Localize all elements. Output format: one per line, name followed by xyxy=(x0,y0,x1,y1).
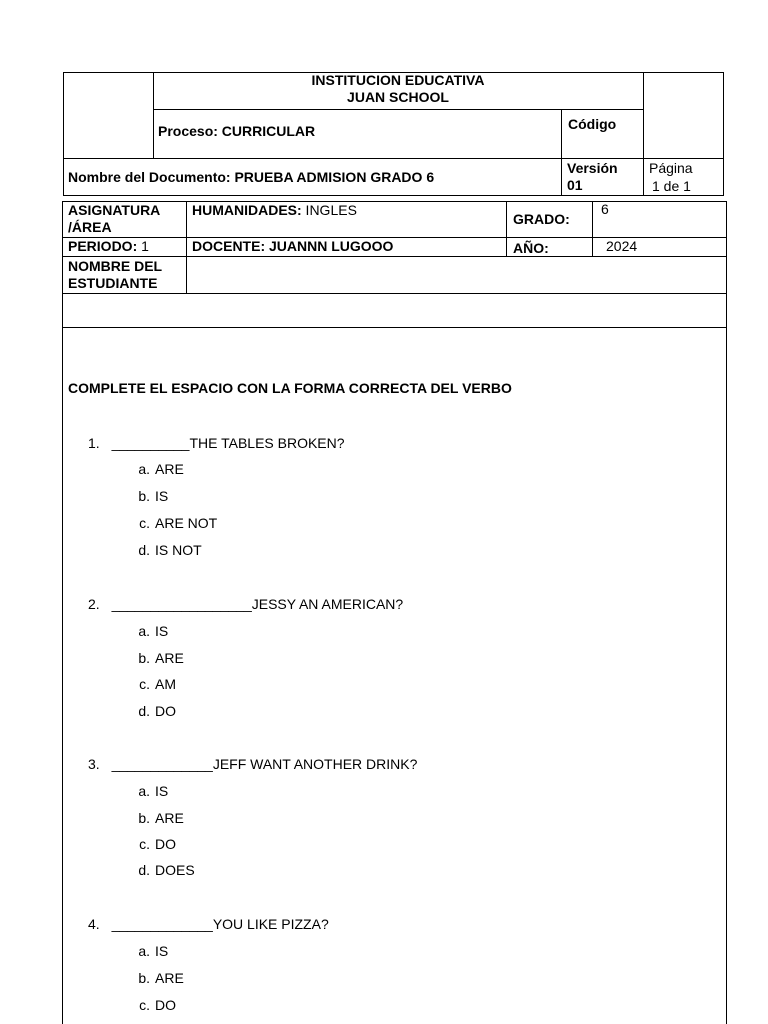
option-letter: c. xyxy=(139,676,150,692)
humanidades-value: INGLES xyxy=(301,202,357,218)
option-letter: a. xyxy=(138,623,150,639)
periodo-cell xyxy=(68,238,149,254)
option-text: IS xyxy=(155,623,169,639)
estudiante-name-field[interactable] xyxy=(192,262,722,286)
option-letter: c. xyxy=(139,515,150,531)
question-number: 3. xyxy=(88,756,100,772)
documento-label: Nombre del Documento: PRUEBA ADMISION GRADO 6 xyxy=(68,169,435,185)
answer-blank[interactable]: __________________ xyxy=(111,596,252,612)
codigo-label: Código xyxy=(568,116,617,132)
option-letter: b. xyxy=(138,810,150,826)
option-letter: c. xyxy=(139,836,150,852)
estudiante-label: NOMBRE DEL xyxy=(68,258,163,274)
version-value: 01 xyxy=(567,177,583,193)
option-letter: a. xyxy=(138,943,150,959)
periodo-value: 1 xyxy=(137,238,149,254)
version-label: Versión xyxy=(567,160,618,176)
grado-value: 6 xyxy=(601,201,609,217)
option-text: IS xyxy=(155,943,169,959)
question-number: 2. xyxy=(88,596,100,612)
option-text: DO xyxy=(155,997,176,1013)
question-text: THE TABLES BROKEN? xyxy=(189,435,345,451)
option-letter: a. xyxy=(138,461,150,477)
question-text: YOU LIKE PIZZA? xyxy=(212,916,329,932)
option-text: IS xyxy=(155,488,169,504)
option-letter: d. xyxy=(138,542,150,558)
option-letter: b. xyxy=(138,970,150,986)
humanidades-cell xyxy=(192,202,357,218)
option-text: AM xyxy=(155,676,176,692)
answer-blank[interactable]: _____________ xyxy=(111,916,213,932)
grado-label: GRADO: xyxy=(513,211,570,227)
institution-name-line1: INSTITUCION EDUCATIVA xyxy=(311,72,485,88)
option-text: ARE NOT xyxy=(155,515,218,531)
option-letter: c. xyxy=(139,997,150,1013)
option-letter: a. xyxy=(138,783,150,799)
humanidades-label: HUMANIDADES: xyxy=(192,202,302,218)
option-text: IS xyxy=(155,783,169,799)
ano-label: AÑO: xyxy=(513,240,549,256)
option-text: ARE xyxy=(155,650,184,666)
ano-value: 2024 xyxy=(606,238,638,254)
option-letter: d. xyxy=(138,703,150,719)
option-text: DO xyxy=(155,703,176,719)
option-letter: b. xyxy=(138,650,150,666)
option-text: ARE xyxy=(155,810,184,826)
institution-name-line2: JUAN SCHOOL xyxy=(347,89,449,105)
question-number: 1. xyxy=(88,435,100,451)
pagina-value: 1 de 1 xyxy=(652,178,691,194)
option-letter: b. xyxy=(138,488,150,504)
option-text: ARE xyxy=(155,461,184,477)
instructions-heading: COMPLETE EL ESPACIO CON LA FORMA CORRECTA DEL VERBO xyxy=(68,380,512,396)
option-letter: d. xyxy=(138,862,150,878)
periodo-label: PERIODO: xyxy=(68,238,138,254)
question-number: 4. xyxy=(88,916,100,932)
option-text: DO xyxy=(155,836,176,852)
answer-blank[interactable]: __________ xyxy=(111,435,190,451)
pagina-label: Página xyxy=(649,160,693,176)
estudiante-label-line2: ESTUDIANTE xyxy=(68,275,158,291)
question-text: JESSY AN AMERICAN? xyxy=(251,596,404,612)
area-label: /ÁREA xyxy=(68,219,112,235)
option-text: DOES xyxy=(155,862,195,878)
proceso-label: Proceso: CURRICULAR xyxy=(158,123,316,139)
answer-blank[interactable]: _____________ xyxy=(111,756,213,772)
option-text: IS NOT xyxy=(155,542,202,558)
asignatura-label: ASIGNATURA xyxy=(68,202,161,218)
question-text: JEFF WANT ANOTHER DRINK? xyxy=(212,756,418,772)
option-text: ARE xyxy=(155,970,184,986)
docente-label: DOCENTE: JUANNN LUGOOO xyxy=(192,238,394,254)
